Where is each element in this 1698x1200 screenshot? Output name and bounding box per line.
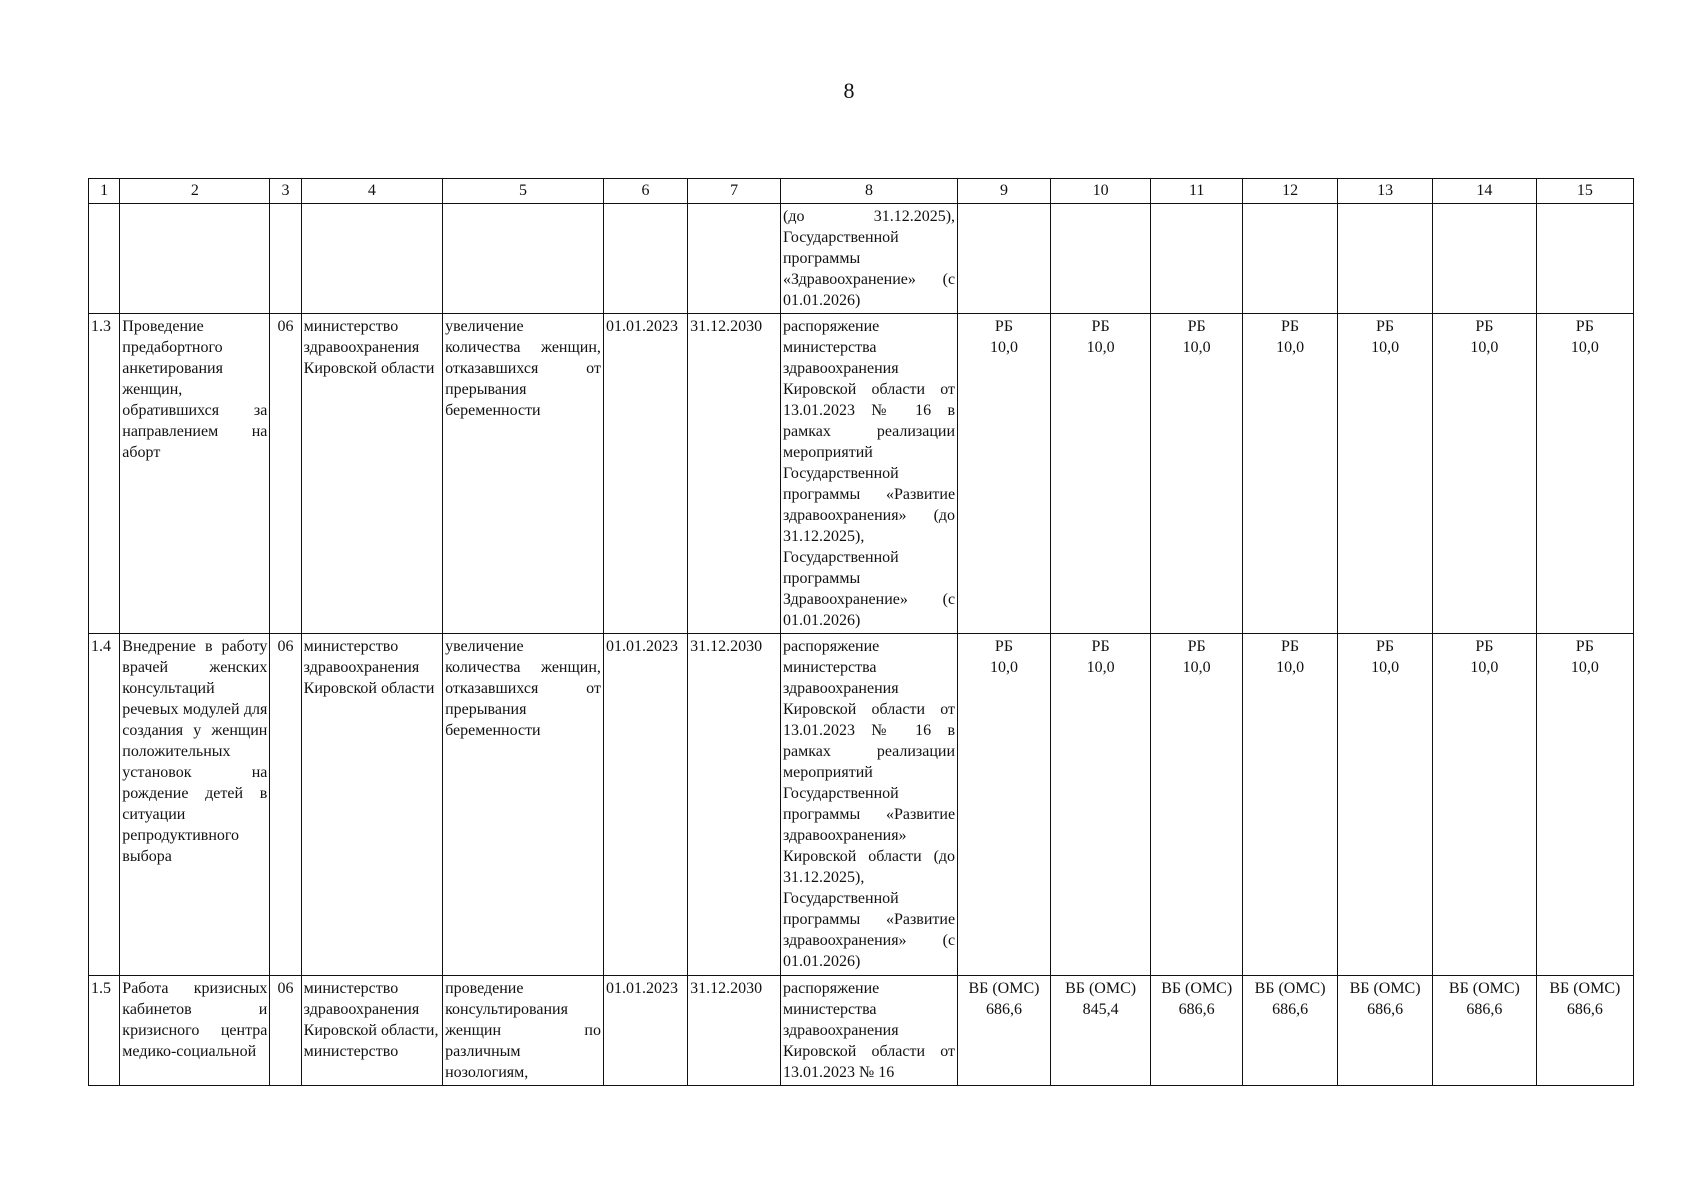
funding-cell — [1536, 976, 1633, 1086]
basis-cell: распоряжение министерства здравоохранения Кировской области от 13.01.2023 № 16 в рамках реализации мероприятий Государственной программы «Развитие здравоохранения» Кировской области (до 31.12.2025), Государственной программы «Развитие здравоохранения» (с 01.01.2026) — [780, 634, 957, 976]
funding-cell — [1151, 204, 1243, 314]
funding-amount: 10,0 — [1570, 659, 1599, 676]
funding-source: РБ — [1575, 318, 1594, 335]
row-number: 1.3 — [89, 314, 120, 634]
measure-name: Проведение предабортного анкетирования женщин, обратившихся за направлением на аборт — [120, 314, 270, 634]
funding-cell — [1338, 976, 1433, 1086]
funding-cell — [1536, 204, 1633, 314]
funding-source: РБ — [1475, 638, 1494, 655]
basis-cell: распоряжение министерства здравоохранения Кировской области от 13.01.2023 № 16 в рамках реализации мероприятий Государственной программы «Развитие здравоохранения» (до 31.12.2025), Государственной программы Здравоохранение» (с 01.01.2026) — [780, 314, 957, 634]
measure-name — [120, 204, 270, 314]
column-header: 4 — [301, 179, 442, 204]
funding-cell — [1243, 976, 1338, 1086]
funding-cell — [1433, 204, 1537, 314]
funding-cell — [1433, 314, 1537, 634]
funding-cell — [1050, 204, 1150, 314]
column-header: 5 — [443, 179, 604, 204]
executor-cell: министерство здравоохранения Кировской области — [301, 314, 442, 634]
start-date: 01.01.2023 — [603, 976, 687, 1086]
funding-amount: 10,0 — [1470, 659, 1499, 676]
funding-source: РБ — [1281, 318, 1300, 335]
funding-amount: 10,0 — [989, 659, 1018, 676]
funding-source: РБ — [1187, 318, 1206, 335]
funding-source: РБ — [1187, 638, 1206, 655]
funding-amount: 686,6 — [1367, 1001, 1404, 1018]
row-number: 1.4 — [89, 634, 120, 976]
funding-cell — [958, 634, 1051, 976]
funding-source: РБ — [1376, 638, 1395, 655]
executor-cell: министерство здравоохранения Кировской области — [301, 634, 442, 976]
funding-cell — [958, 314, 1051, 634]
funding-amount: 686,6 — [1466, 1001, 1503, 1018]
funding-source: ВБ (ОМС) — [1448, 980, 1520, 997]
funding-source: РБ — [994, 638, 1014, 655]
funding-cell — [1050, 634, 1150, 976]
funding-cell — [1050, 976, 1150, 1086]
end-date: 31.12.2030 — [688, 634, 781, 976]
column-header: 12 — [1243, 179, 1338, 204]
funding-cell — [1338, 634, 1433, 976]
funding-amount: 845,4 — [1082, 1001, 1119, 1018]
funding-source: РБ — [1575, 638, 1594, 655]
funding-amount: 686,6 — [1566, 1001, 1603, 1018]
executor-cell — [301, 204, 442, 314]
table-row — [89, 204, 1634, 314]
funding-cell — [958, 976, 1051, 1086]
executor-cell: министерство здравоохранения Кировской области, министерство — [301, 976, 442, 1086]
column-header: 13 — [1338, 179, 1433, 204]
measure-name: Внедрение в работу врачей женских консультаций речевых модулей для создания у женщин положительных установок на рождение детей в ситуации репродуктивного выбора — [120, 634, 270, 976]
measure-name: Работа кризисных кабинетов и кризисного центра медико-социальной — [120, 976, 270, 1086]
page-number: 8 — [843, 78, 855, 103]
column-header: 9 — [958, 179, 1051, 204]
code-cell: 06 — [270, 634, 301, 976]
funding-cell — [1050, 314, 1150, 634]
column-header: 15 — [1536, 179, 1633, 204]
measures-table — [88, 178, 1634, 1086]
column-header: 3 — [270, 179, 301, 204]
funding-cell — [1151, 314, 1243, 634]
funding-amount: 10,0 — [1276, 659, 1305, 676]
funding-cell — [1243, 314, 1338, 634]
column-number-row — [89, 179, 1634, 204]
start-date: 01.01.2023 — [603, 634, 687, 976]
funding-source: ВБ (ОМС) — [1254, 980, 1326, 997]
code-cell — [270, 204, 301, 314]
funding-cell — [1338, 204, 1433, 314]
table-row — [89, 314, 1634, 634]
funding-source: РБ — [994, 318, 1014, 335]
column-header: 7 — [688, 179, 781, 204]
table-row — [89, 976, 1634, 1086]
funding-cell — [1433, 634, 1537, 976]
funding-source: РБ — [1281, 638, 1300, 655]
table-row — [89, 634, 1634, 976]
funding-amount: 10,0 — [1182, 339, 1211, 356]
funding-amount: 10,0 — [989, 339, 1018, 356]
column-header: 8 — [780, 179, 957, 204]
basis-cell: (до 31.12.2025), Государственной программы «Здравоохранение» (с 01.01.2026) — [780, 204, 957, 314]
column-header: 10 — [1050, 179, 1150, 204]
end-date — [688, 204, 781, 314]
result-cell: увеличение количества женщин, отказавшихся от прерывания беременности — [443, 314, 604, 634]
funding-cell — [958, 204, 1051, 314]
funding-amount: 686,6 — [1272, 1001, 1309, 1018]
row-number: 1.5 — [89, 976, 120, 1086]
result-cell — [443, 204, 604, 314]
funding-source: РБ — [1091, 318, 1110, 335]
funding-cell — [1536, 314, 1633, 634]
funding-cell — [1536, 634, 1633, 976]
end-date: 31.12.2030 — [688, 314, 781, 634]
funding-cell — [1151, 634, 1243, 976]
funding-source: РБ — [1376, 318, 1395, 335]
funding-cell — [1338, 314, 1433, 634]
funding-cell — [1151, 976, 1243, 1086]
column-header: 14 — [1433, 179, 1537, 204]
funding-cell — [1243, 634, 1338, 976]
funding-amount: 10,0 — [1470, 339, 1499, 356]
row-number — [89, 204, 120, 314]
basis-cell: распоряжение министерства здравоохранения Кировской области от 13.01.2023 № 16 — [780, 976, 957, 1086]
column-header: 1 — [89, 179, 120, 204]
funding-amount: 10,0 — [1086, 339, 1115, 356]
funding-source: РБ — [1475, 318, 1494, 335]
funding-amount: 686,6 — [985, 1001, 1022, 1018]
funding-source: ВБ (ОМС) — [1065, 980, 1137, 997]
funding-source: ВБ (ОМС) — [968, 980, 1040, 997]
funding-source: РБ — [1091, 638, 1110, 655]
funding-source: ВБ (ОМС) — [1549, 980, 1621, 997]
funding-amount: 10,0 — [1570, 339, 1599, 356]
funding-amount: 10,0 — [1276, 339, 1305, 356]
column-header: 2 — [120, 179, 270, 204]
end-date: 31.12.2030 — [688, 976, 781, 1086]
funding-amount: 10,0 — [1371, 659, 1400, 676]
funding-source: ВБ (ОМС) — [1349, 980, 1421, 997]
funding-amount: 10,0 — [1086, 659, 1115, 676]
code-cell: 06 — [270, 314, 301, 634]
funding-cell — [1433, 976, 1537, 1086]
funding-amount: 10,0 — [1371, 339, 1400, 356]
funding-amount: 10,0 — [1182, 659, 1211, 676]
start-date — [603, 204, 687, 314]
funding-source: ВБ (ОМС) — [1161, 980, 1233, 997]
column-header: 11 — [1151, 179, 1243, 204]
start-date: 01.01.2023 — [603, 314, 687, 634]
funding-cell — [1243, 204, 1338, 314]
result-cell: увеличение количества женщин, отказавшихся от прерывания беременности — [443, 634, 604, 976]
funding-amount: 686,6 — [1178, 1001, 1215, 1018]
result-cell: проведение консультирования женщин по различным нозологиям, — [443, 976, 604, 1086]
column-header: 6 — [603, 179, 687, 204]
code-cell: 06 — [270, 976, 301, 1086]
